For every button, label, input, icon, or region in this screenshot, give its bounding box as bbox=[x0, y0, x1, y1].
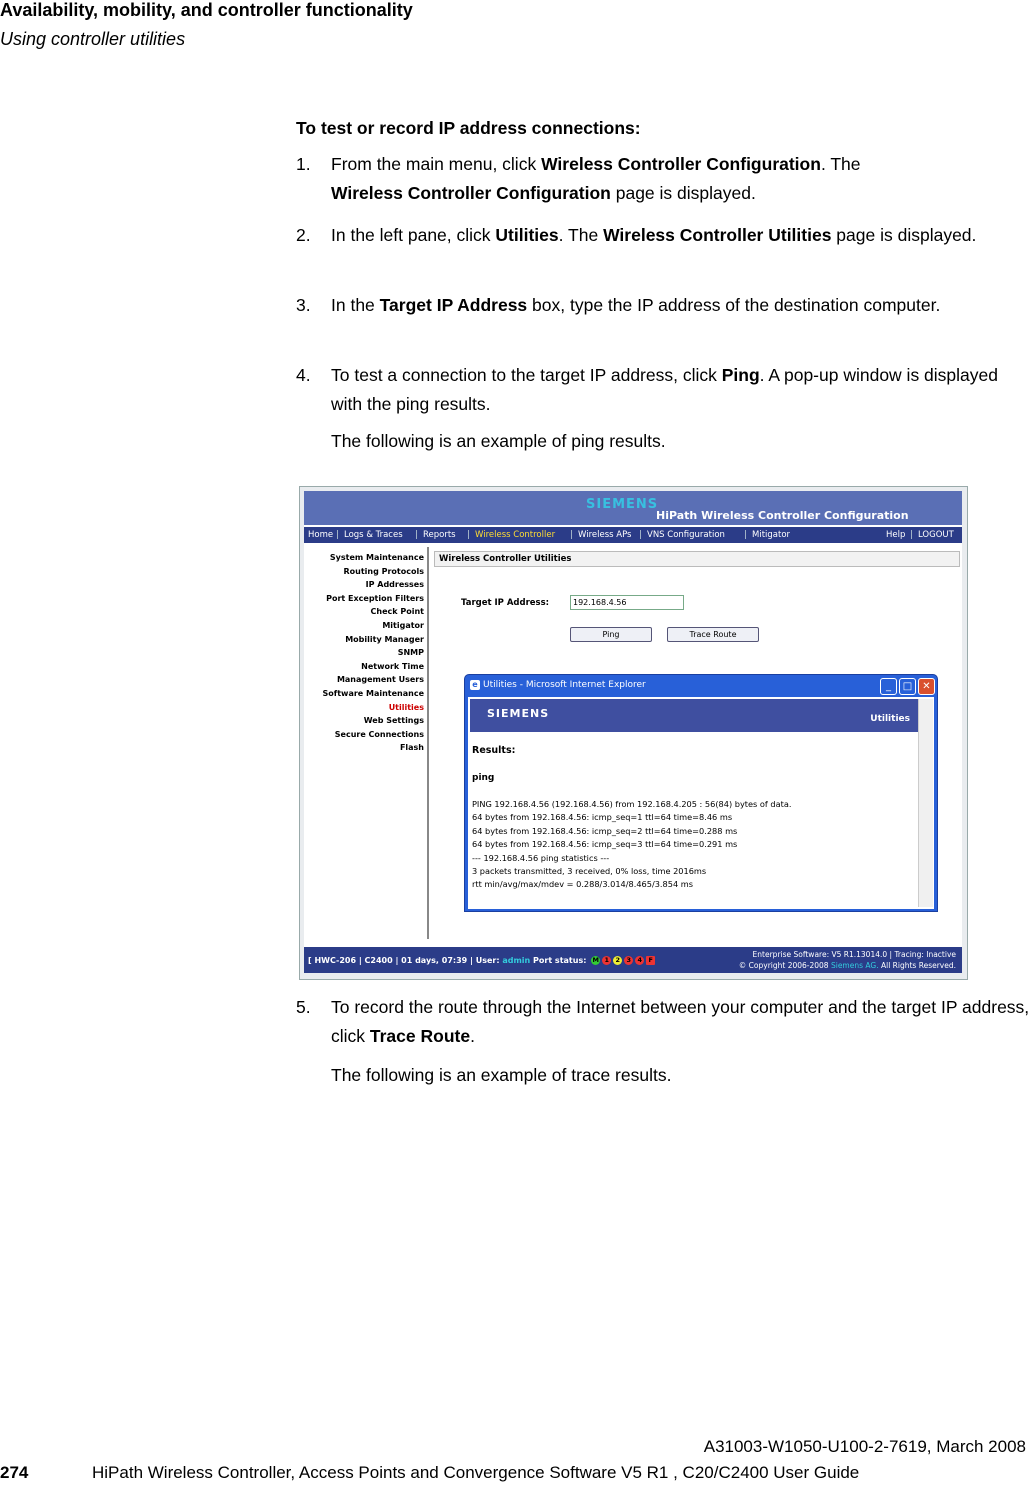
nav-management-users[interactable]: Management Users bbox=[336, 675, 424, 685]
port-status-1: 1 bbox=[602, 956, 611, 965]
results-label: Results: bbox=[472, 745, 516, 756]
popup-banner bbox=[470, 699, 918, 732]
port-status-m: M bbox=[592, 956, 599, 964]
panel-title: Wireless Controller Utilities bbox=[434, 551, 960, 567]
ping-results-screenshot bbox=[299, 486, 968, 980]
section-subtitle: Using controller utilities bbox=[0, 29, 186, 49]
app-banner bbox=[304, 491, 962, 525]
step-number: 3. bbox=[296, 295, 311, 315]
guide-title: HiPath Wireless Controller, Access Points and Convergence Software V5 R1 , C20/C2400 User Guide bbox=[92, 1463, 860, 1482]
menu-reports[interactable]: Reports bbox=[423, 530, 456, 540]
nav-utilities[interactable]: Utilities bbox=[388, 702, 424, 712]
port-status-f: F bbox=[646, 956, 655, 965]
nav-ip-addresses[interactable]: IP Addresses bbox=[365, 580, 424, 590]
nav-mitigator[interactable]: Mitigator bbox=[382, 620, 424, 630]
nav-network-time[interactable]: Network Time bbox=[361, 661, 424, 671]
step-number: 1. bbox=[296, 154, 311, 174]
step-text: To test a connection to the target IP address, click Ping. A pop-up window is displayed with the ping results. bbox=[331, 365, 998, 414]
app-title: HiPath Wireless Controller Configuration bbox=[656, 509, 909, 522]
port-status-4: 4 bbox=[635, 956, 644, 965]
close-icon[interactable]: ✕ bbox=[918, 678, 935, 695]
target-ip-label: Target IP Address: bbox=[461, 598, 550, 608]
target-ip-input[interactable]: 192.168.4.56 bbox=[570, 595, 684, 610]
nav-flash[interactable]: Flash bbox=[399, 743, 424, 753]
maximize-icon[interactable]: □ bbox=[899, 678, 916, 695]
ping-output: PING 192.168.4.56 (192.168.4.56) from 192.168.4.205 : 56(84) bytes of data. 64 bytes from 192.168.4.56: icmp_seq=1 ttl=64 time=8.46 ms 64 bytes from 192.168.4.56: icmp_seq=2 ttl=64 time=0.288 ms 64 bytes from 192.168.4.56: icmp_seq=3 ttl=64 time=0.291 ms --- 192.168.4.56 ping statistics --- 3 packets transmitted, 3 received, 0% loss, time 2016ms rtt min/avg/max/mdev = 0.288/3.014/8.465/3.854 ms bbox=[472, 799, 792, 890]
step-text: To record the route through the Internet between your computer and the target IP address, click Trace Route. bbox=[331, 997, 1030, 1046]
popup-siemens-logo: SIEMENS bbox=[487, 707, 550, 720]
menu-help[interactable]: Help bbox=[886, 530, 906, 540]
menu-logs-traces[interactable]: Logs & Traces bbox=[344, 530, 403, 540]
step-text: In the left pane, click Utilities. The Wireless Controller Utilities page is displayed. bbox=[331, 225, 977, 245]
port-status-3: 3 bbox=[624, 956, 633, 965]
nav-mobility-manager[interactable]: Mobility Manager bbox=[345, 634, 424, 644]
popup-body bbox=[468, 697, 934, 909]
menu-wireless-aps[interactable]: Wireless APs bbox=[578, 530, 632, 540]
status-bar bbox=[304, 947, 962, 973]
nav-snmp[interactable]: SNMP bbox=[397, 648, 424, 658]
menu-home[interactable]: Home bbox=[308, 530, 334, 540]
nav-port-exception-filters[interactable]: Port Exception Filters bbox=[326, 593, 424, 603]
trace-example-note: The following is an example of trace results. bbox=[331, 1065, 672, 1085]
menu-logout[interactable]: LOGOUT bbox=[918, 530, 954, 540]
left-nav bbox=[304, 551, 424, 755]
step-number: 5. bbox=[296, 997, 311, 1017]
ping-results-popup bbox=[464, 674, 938, 912]
minimize-icon[interactable]: _ bbox=[880, 678, 897, 695]
siemens-logo: SIEMENS bbox=[586, 497, 659, 512]
main-menu: Home | Logs & Traces | Reports | Wireless Controller | Wireless APs | VNS Configuration | Mitigator Help | LOGOUT bbox=[304, 527, 962, 543]
nav-routing-protocols[interactable]: Routing Protocols bbox=[343, 566, 424, 576]
popup-scrollbar[interactable] bbox=[918, 699, 933, 907]
step-text: From the main menu, click Wireless Controller Configuration. The Wireless Controller Configuration page is displayed. bbox=[331, 154, 861, 203]
ping-button[interactable]: Ping bbox=[570, 627, 652, 642]
ie-icon: e bbox=[470, 680, 480, 690]
nav-check-point[interactable]: Check Point bbox=[370, 607, 424, 617]
nav-software-maintenance[interactable]: Software Maintenance bbox=[322, 688, 424, 698]
port-status-2: 2 bbox=[613, 956, 622, 965]
popup-section-title: Utilities bbox=[870, 714, 910, 724]
trace-route-button[interactable]: Trace Route bbox=[667, 627, 759, 642]
step-number: 2. bbox=[296, 225, 311, 245]
chapter-title: Availability, mobility, and controller functionality bbox=[0, 0, 413, 20]
nav-divider bbox=[427, 547, 429, 939]
nav-web-settings[interactable]: Web Settings bbox=[363, 716, 424, 726]
menu-mitigator[interactable]: Mitigator bbox=[752, 530, 791, 540]
menu-vns-configuration[interactable]: VNS Configuration bbox=[647, 530, 725, 540]
ping-example-note: The following is an example of ping results. bbox=[331, 431, 666, 451]
status-software-version: Enterprise Software: V5 R1.13014.0 | Tracing: Inactive bbox=[752, 950, 956, 959]
nav-system-maintenance[interactable]: System Maintenance bbox=[329, 553, 424, 562]
procedure-title: To test or record IP address connections: bbox=[296, 118, 641, 138]
step-number: 4. bbox=[296, 365, 311, 385]
menu-wireless-controller[interactable]: Wireless Controller bbox=[475, 530, 556, 540]
ping-label: ping bbox=[472, 773, 495, 783]
status-left: [ HWC-206 | C2400 | 01 days, 07:39 | User: admin Port status: M 1 2 3 4 F bbox=[308, 956, 655, 965]
popup-title: Utilities - Microsoft Internet Explorer bbox=[483, 680, 646, 690]
nav-secure-connections[interactable]: Secure Connections bbox=[334, 729, 424, 739]
page-number: 274 bbox=[0, 1463, 29, 1482]
status-copyright: © Copyright 2006-2008 Siemens AG. All Rights Reserved. bbox=[738, 961, 956, 970]
doc-id: A31003-W1050-U100-2-7619, March 2008 bbox=[703, 1437, 1026, 1456]
step-text: In the Target IP Address box, type the IP address of the destination computer. bbox=[331, 295, 941, 315]
